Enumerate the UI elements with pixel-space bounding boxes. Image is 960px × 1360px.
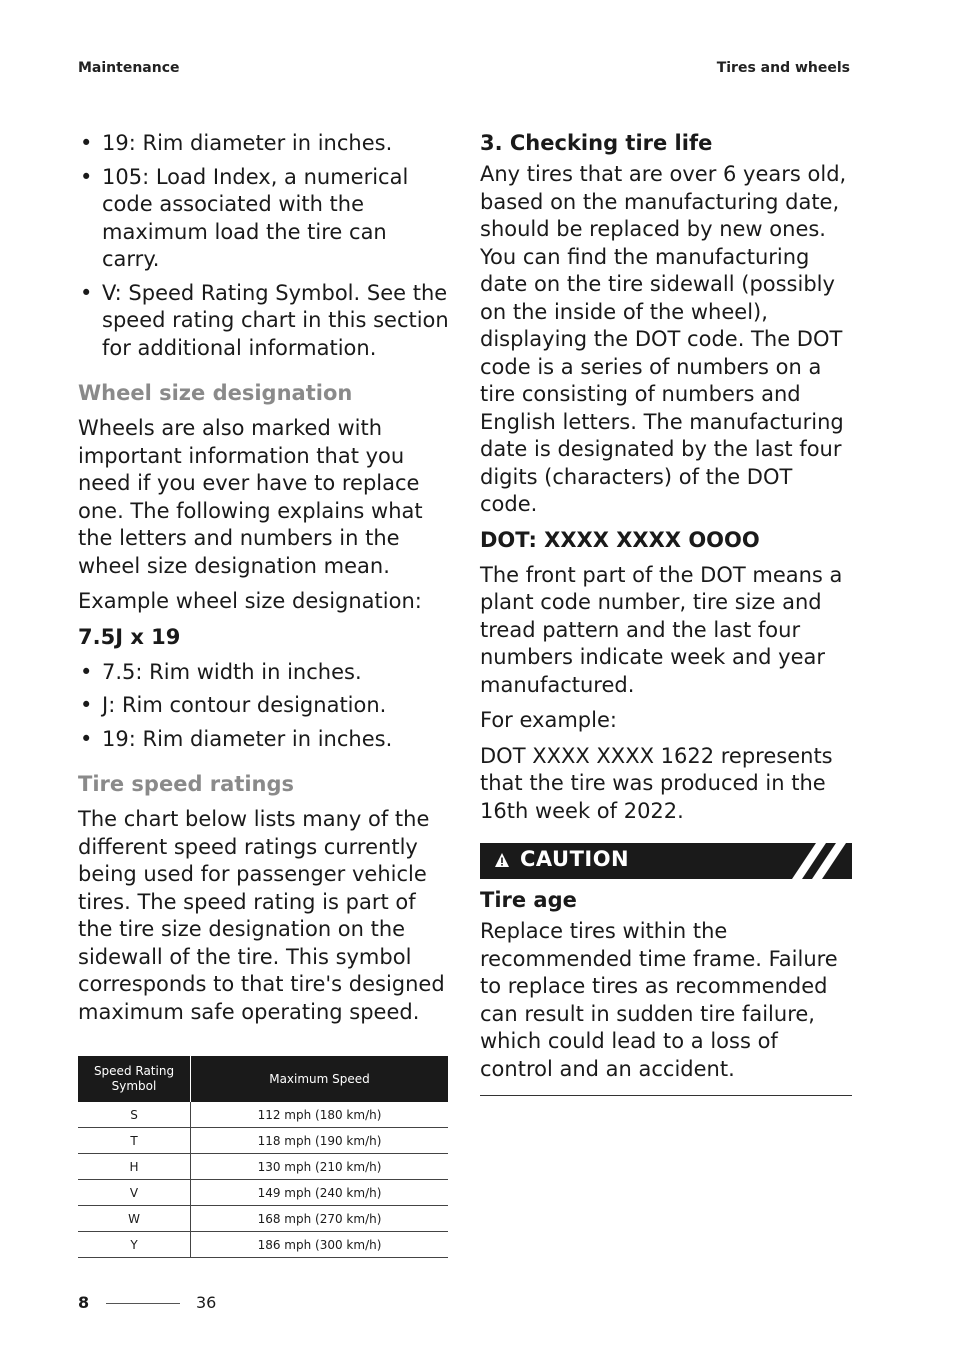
warning-triangle-icon bbox=[494, 852, 510, 868]
chapter-number: 8 bbox=[78, 1293, 90, 1312]
example-wheel-code: 7.5J x 19 bbox=[78, 624, 181, 649]
speed-symbol-cell: T bbox=[78, 1128, 191, 1154]
list-item: • J: Rim contour designation. bbox=[78, 692, 450, 720]
table-header-row bbox=[78, 1056, 448, 1102]
list-item: • 19: Rim diameter in inches. bbox=[78, 130, 450, 158]
caution-title: Tire age bbox=[480, 888, 577, 912]
max-speed-cell: 118 mph (190 km/h) bbox=[191, 1128, 449, 1154]
tire-code-list bbox=[78, 130, 450, 362]
max-speed-cell: 168 mph (270 km/h) bbox=[191, 1206, 449, 1232]
table-row bbox=[78, 1206, 448, 1232]
caution-label: CAUTION bbox=[520, 847, 630, 871]
caution-text: Replace tires within the recommended time frame. Failure to replace tires as recommended can result in sudden tire failure, which could lead to a loss of control and an accident. bbox=[480, 919, 838, 1081]
dot-explanation-paragraph: The front part of the DOT means a plant code number, tire size and tread pattern and the last four numbers indicate week and year manufactured. bbox=[480, 562, 843, 697]
caution-banner bbox=[480, 843, 852, 879]
speed-ratings-paragraph: The chart below lists many of the different speed ratings currently being used for passenger vehicle tires. The speed rating is part of the tire size designation on the sidewall of the tire. This symbol corresponds to that tire's designed maximum safe operating speed. bbox=[78, 807, 445, 1024]
list-item: • 7.5: Rim width in inches. bbox=[78, 659, 450, 687]
example-intro: Example wheel size designation: bbox=[78, 589, 422, 613]
dot-example-paragraph: DOT XXXX XXXX 1622 represents that the tire was produced in the 16th week of 2022. bbox=[480, 743, 833, 823]
max-speed-cell: 149 mph (240 km/h) bbox=[191, 1180, 449, 1206]
column-header: Speed Rating Symbol bbox=[78, 1056, 191, 1102]
speed-symbol-cell: S bbox=[78, 1102, 191, 1128]
wheel-size-paragraph: Wheels are also marked with important information that you need if you ever have to replace one. The following explains what the letters and numbers in the wheel size designation mean. bbox=[78, 416, 423, 578]
speed-rating-table bbox=[78, 1056, 448, 1258]
table-row bbox=[78, 1180, 448, 1206]
tire-life-paragraph: Any tires that are over 6 years old, based on the manufacturing date, should be replaced by new ones. You can find the manufacturing date on the tire sidewall (possibly on the inside of the wheel), displaying the DOT code. The DOT code is a series of numbers on a tire consisting of numbers and English letters. The manufacturing date is designated by the last four digits (characters) of the DOT code. bbox=[480, 162, 847, 516]
list-item: • 19: Rim diameter in inches. bbox=[78, 726, 450, 754]
dot-code-format: DOT: XXXX XXXX OOOO bbox=[480, 527, 760, 552]
table-row bbox=[78, 1232, 448, 1258]
max-speed-cell: 186 mph (300 km/h) bbox=[191, 1232, 449, 1258]
max-speed-cell: 112 mph (180 km/h) bbox=[191, 1102, 449, 1128]
max-speed-cell: 130 mph (210 km/h) bbox=[191, 1154, 449, 1180]
speed-symbol-cell: H bbox=[78, 1154, 191, 1180]
left-column bbox=[78, 130, 450, 1034]
speed-symbol-cell: V bbox=[78, 1180, 191, 1206]
speed-ratings-heading: Tire speed ratings bbox=[78, 772, 295, 796]
column-header: Maximum Speed bbox=[191, 1056, 449, 1102]
running-header-topic: Tires and wheels bbox=[716, 60, 850, 76]
caution-end-rule bbox=[480, 1095, 852, 1096]
footer-rule bbox=[106, 1303, 180, 1304]
table-row bbox=[78, 1154, 448, 1180]
list-item: • 105: Load Index, a numerical code associated with the maximum load the tire can carry. bbox=[78, 164, 450, 274]
running-header-section: Maintenance bbox=[78, 60, 180, 76]
list-item: • V: Speed Rating Symbol. See the speed rating chart in this section for additional information. bbox=[78, 280, 450, 363]
table-row bbox=[78, 1102, 448, 1128]
speed-symbol-cell: Y bbox=[78, 1232, 191, 1258]
page-number: 36 bbox=[196, 1293, 217, 1312]
wheel-size-heading: Wheel size designation bbox=[78, 381, 353, 405]
speed-symbol-cell: W bbox=[78, 1206, 191, 1232]
table-row bbox=[78, 1128, 448, 1154]
right-column bbox=[480, 130, 852, 1096]
for-example-label: For example: bbox=[480, 708, 617, 732]
checking-tire-life-heading: 3. Checking tire life bbox=[480, 131, 713, 155]
wheel-code-list bbox=[78, 659, 450, 754]
caution-stripes bbox=[782, 843, 852, 879]
